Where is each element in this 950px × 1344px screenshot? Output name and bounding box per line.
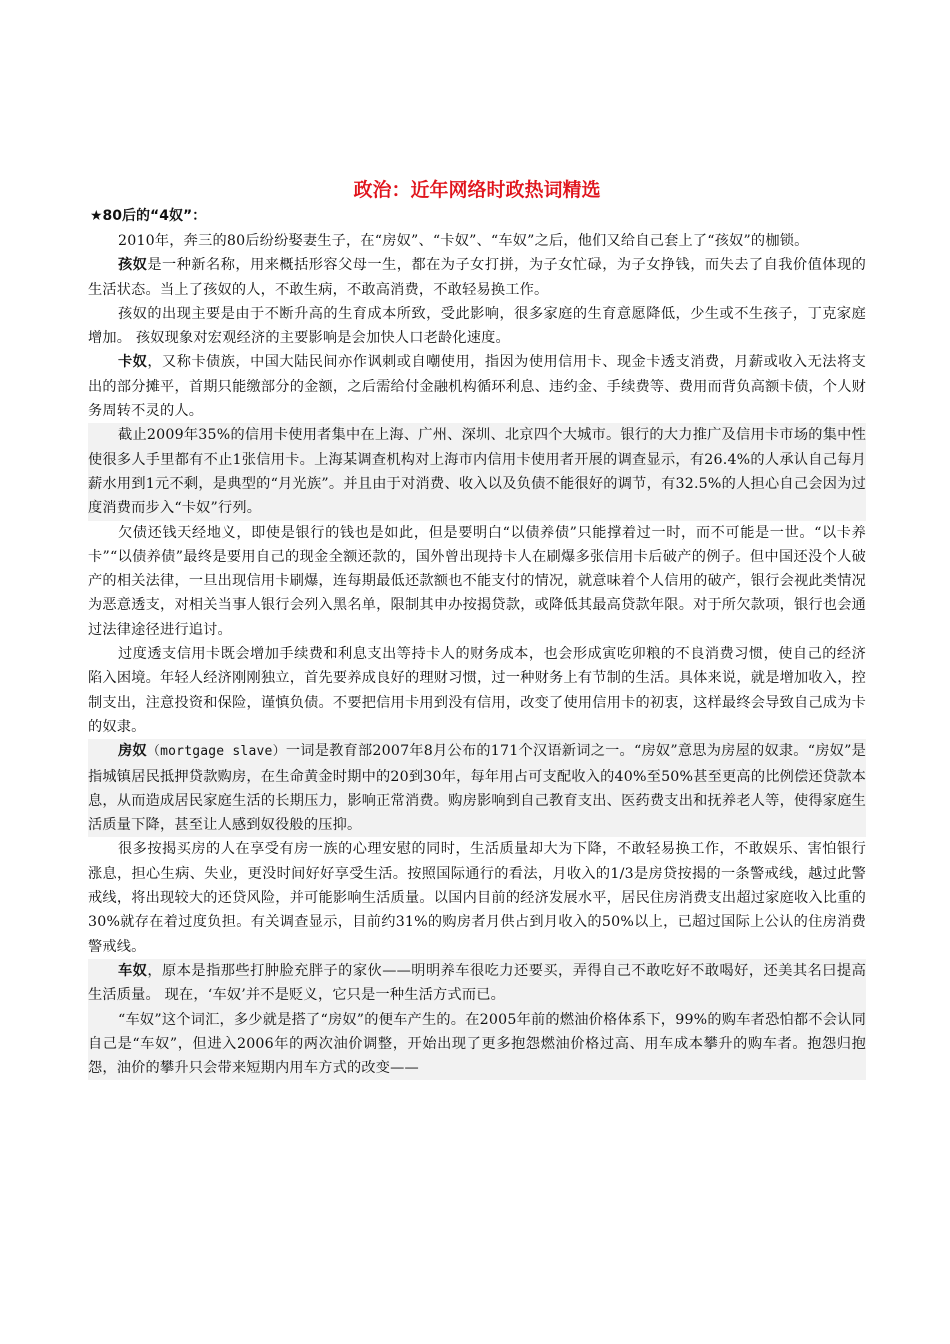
paragraph bbox=[88, 253, 866, 302]
paragraph-text: 很多按揭买房的人在享受有房一族的心理安慰的同时，生活质量却大为下降，不敢轻易换工作，不敢娱乐、害怕银行涨息，担心生病、失业，更没时间好好享受生活。按照国际通行的看法，月收入的1/3是房贷按揭的一条警戒线，越过此警戒线，将出现较大的还贷风险，并可能影响生活质量。以国内目前的经济发展水平，居民住房消费支出超过家庭收入比重的30%就存在着过度负担。有关调查显示，目前约31%的购房者月供占到月收入的50%以上，已超过国际上公认的住房消费警戒线。 bbox=[88, 841, 866, 955]
paragraph-text: 一词是教育部2007年8月公布的171个汉语新词之一。“房奴”意思为房屋的奴隶。“房奴”是指城镇居民抵押贷款购房，在生命黄金时期中的20到30年，每年用占可支配收入的40%至50%甚至更高的比例偿还贷款本息，从而造成居民家庭生活的长期压力，影响正常消费。购房影响到自己教育支出、医药费支出和抚养老人等，使得家庭生活质量下降，甚至让人感到奴役般的压抑。 bbox=[88, 743, 866, 834]
paragraph-text: 孩奴的出现主要是由于不断升高的生育成本所致，受此影响，很多家庭的生育意愿降低，少生或不生孩子，丁克家庭增加。 孩奴现象对宏观经济的主要影响是会加快人口老龄化速度。 bbox=[88, 305, 866, 347]
paragraph bbox=[88, 302, 866, 351]
paragraph bbox=[88, 642, 866, 739]
paragraph-text: 截止2009年35%的信用卡使用者集中在上海、广州、深圳、北京四个大城市。银行的大力推广及信用卡市场的集中性使很多人手里都有不止1张信用卡。上海某调查机构对上海市内信用卡使用者开展的调查显示，有26.4%的人承认自己每月薪水用到1元不剩，是典型的“月光族”。并且由于对消费、收入以及负债不能很好的调节，有32.5%的人担心自己会因为过度消费而步入“卡奴”行列。 bbox=[88, 427, 866, 517]
term-keyword: 孩奴 bbox=[118, 257, 148, 274]
paragraph-list bbox=[88, 229, 866, 1080]
english-gloss: （mortgage slave） bbox=[146, 744, 286, 760]
paragraph bbox=[88, 739, 866, 837]
document-body bbox=[88, 176, 866, 1080]
paragraph-text: ，原本是指那些打肿脸充胖子的家伙——明明养车很吃力还要买，弄得自己不敢吃好不敢喝好，还美其名曰提高生活质量。 现在，‘车奴’并不是贬义，它只是一种生活方式而已。 bbox=[88, 962, 866, 1004]
term-keyword: 卡奴 bbox=[118, 354, 148, 371]
paragraph-text: “车奴”这个词汇，多少就是搭了“房奴”的便车产生的。在2005年前的燃油价格体系下，99%的购车者恐怕都不会认同自己是“车奴”，但进入2006年的两次油价调整，开始出现了更多抱怨燃油价格过高、用车成本攀升的购车者。抱怨归抱怨，油价的攀升只会带来短期内用车方式的改变—— bbox=[88, 1011, 866, 1077]
paragraph bbox=[88, 423, 866, 520]
paragraph-text: 是一种新名称，用来概括形容父母一生，都在为子女打拼，为子女忙碌，为子女挣钱，而失去了自我价值体现的生活状态。当上了孩奴的人，不敢生病，不敢高消费，不敢轻易换工作。 bbox=[88, 257, 867, 298]
paragraph-text: 2010年，奔三的80后纷纷娶妻生子，在“房奴”、“卡奴”、“车奴”之后，他们又给自己套上了“孩奴”的枷锁。 bbox=[118, 233, 809, 249]
paragraph bbox=[88, 229, 866, 253]
term-keyword: 车奴 bbox=[118, 962, 148, 979]
paragraph-text: 过度透支信用卡既会增加手续费和利息支出等持卡人的财务成本，也会形成寅吃卯粮的不良消费习惯，使自己的经济陷入困境。年轻人经济刚刚独立，首先要养成良好的理财习惯，过一种财务上有节制的生活。具体来说，就是增加收入，控制支出，注意投资和保险，谨慎负债。不要把信用卡用到没有信用，改变了使用信用卡的初衷，这样最终会导致自己成为卡的奴隶。 bbox=[88, 646, 866, 735]
paragraph-text: 欠债还钱天经地义，即使是银行的钱也是如此，但是要明白“以债养债”只能撑着过一时，而不可能是一世。“以卡养卡”“以债养债”最终是要用自己的现金全额还款的，国外曾出现持卡人在刷爆多张信用卡后破产的例子。但中国还没个人破产的相关法律，一旦出现信用卡刷爆，连每期最低还款额也不能支付的情况，就意味着个人信用的破产，银行会视此类情况为恶意透支，对相关当事人银行会列入黑名单，限制其申办按揭贷款，或降低其最高贷款年限。对于所欠款项，银行也会通过法律途径进行追讨。 bbox=[88, 524, 866, 638]
document-title: 政治：近年网络时政热词精选 bbox=[353, 179, 601, 201]
term-keyword: 房奴 bbox=[118, 743, 147, 760]
paragraph bbox=[88, 521, 866, 642]
paragraph-text: ，又称卡债族，中国大陆民间亦作讽刺或自嘲使用，指因为使用信用卡、现金卡透支消费，月薪或收入无法将支出的部分摊平，首期只能缴部分的金额，之后需给付金融机构循环利息、违约金、手续费等、费用而背负高额卡债，个人财务周转不灵的人。 bbox=[88, 354, 867, 420]
paragraph bbox=[88, 350, 866, 423]
paragraph bbox=[88, 837, 866, 958]
paragraph bbox=[88, 959, 866, 1008]
paragraph bbox=[88, 1008, 866, 1081]
section-heading: ★80后的“4奴”： bbox=[90, 208, 207, 224]
